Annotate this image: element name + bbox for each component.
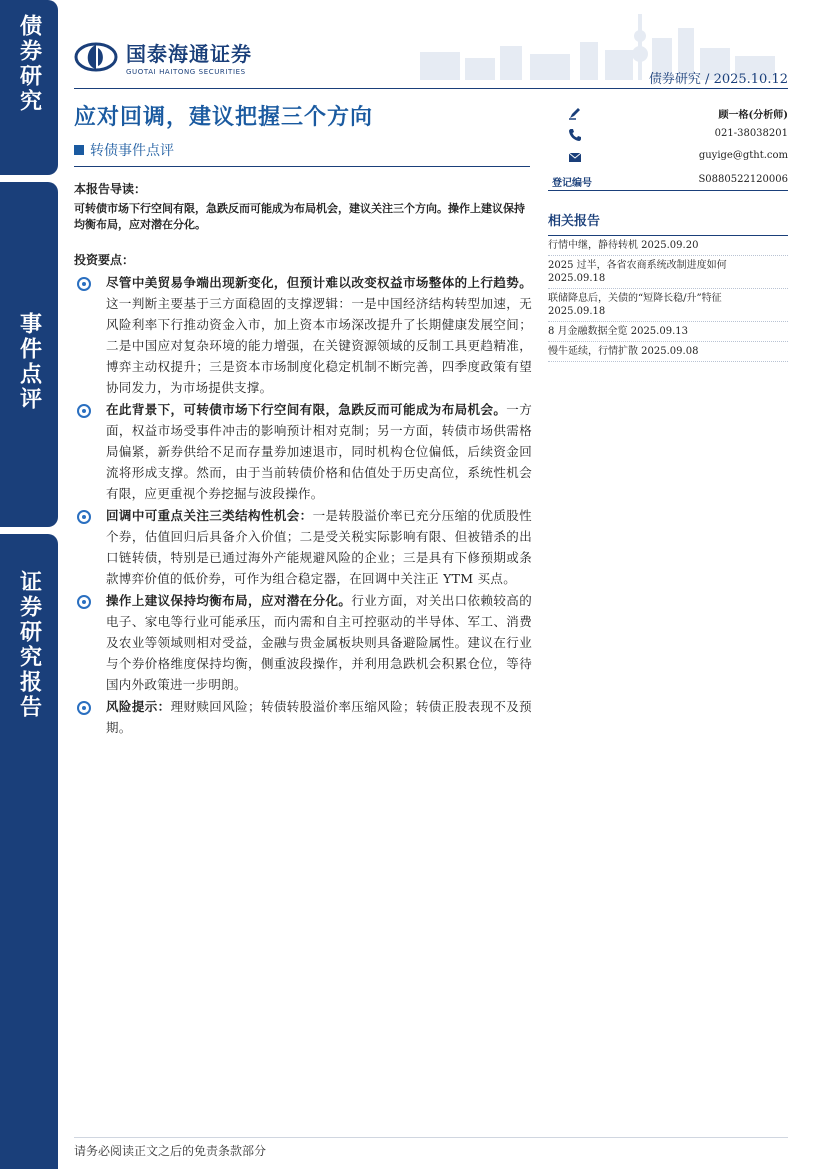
brand-name-en: GUOTAI HAITONG SECURITIES [126, 68, 246, 76]
analyst-name: 顾一格(分析师) [718, 110, 788, 121]
disclaimer-footer: 请务必阅读正文之后的免责条款部分 [74, 1144, 267, 1158]
logo-icon [74, 42, 118, 72]
key-point-body: 一方面，权益市场受事件冲击的影响预计相对克制；另一方面，转债市场供需格局偏紧，新券供给不足而存量券加速退市，同时机构仓位偏低，后续资金回流将形成支撑。然而，由于当前转债价格和估值处于历史高位，系统性机会有限，应更重视个券挖掘与波段操作。 [106, 402, 532, 501]
title-divider [74, 166, 530, 167]
key-points [74, 272, 532, 739]
key-point-body: 行业方面，对关出口依赖较高的电子、家电等行业可能承压，而内需和自主可控驱动的半导体、军工、消费及农业等领域则相对受益，金融与贵金属板块则具备避险属性。建议在行业与个券价格维度保持均衡，侧重波段操作，并利用急跌机会积累仓位，等待国内外政策进一步明朗。 [106, 593, 533, 692]
points-heading: 投资要点： [74, 253, 135, 267]
brand-name: 国泰海通证券 [126, 42, 252, 66]
related-item-title: 联储降息后，关债的“短降长稳/升”特征 [548, 293, 722, 304]
pen-icon [568, 106, 582, 120]
bullet-icon [77, 404, 91, 418]
report-title: 应对回调，建议把握三个方向 [74, 105, 374, 130]
related-heading: 相关报告 [548, 210, 788, 236]
bullet-icon [77, 701, 91, 715]
phone-icon [568, 128, 582, 142]
header-meta [649, 68, 788, 87]
key-point [74, 399, 532, 504]
intro-heading: 本报告导读： [74, 182, 147, 196]
side-tab-label: 事件点评 [16, 312, 42, 412]
side-tab-bond-research [0, 0, 58, 175]
key-point-lead: 回调中可重点关注三类结构性机会： [106, 508, 313, 523]
mail-icon [568, 150, 582, 164]
side-tab-label: 债券研究 [16, 14, 42, 114]
analyst-email: guyige@gtht.com [698, 150, 788, 161]
side-tab-securities-report [0, 534, 58, 1169]
key-point [74, 590, 532, 695]
related-item[interactable]: 行情中继，静待转机 2025.09.20 [548, 236, 788, 256]
reg-number: S0880522120006 [698, 174, 788, 185]
analyst-phone: 021-38038201 [714, 128, 788, 139]
related-item[interactable]: 慢牛延续，行情扩散 2025.09.08 [548, 342, 788, 362]
bullet-icon [77, 595, 91, 609]
related-item[interactable] [548, 289, 788, 322]
header-date: 2025.10.12 [713, 72, 788, 87]
side-tab-event-review [0, 182, 58, 527]
related-item-title: 2025 过半，各省农商系统改制进度如何 [548, 260, 727, 271]
header-separator: / [705, 72, 714, 87]
subtitle-text: 转债事件点评 [90, 143, 174, 159]
report-subtitle [74, 140, 174, 160]
key-point-lead: 尽管中美贸易争端出现新变化，但预计难以改变权益市场整体的上行趋势。 [106, 275, 532, 290]
bullet-icon [77, 510, 91, 524]
key-point [74, 505, 532, 589]
key-point [74, 696, 532, 738]
related-item-date: 2025.09.18 [548, 306, 606, 317]
footer-divider [74, 1137, 788, 1138]
bullet-icon [77, 277, 91, 291]
header-category: 债券研究 [648, 72, 701, 87]
key-point-lead: 在此背景下，可转债市场下行空间有限，急跌反而可能成为布局机会。 [106, 402, 507, 417]
related-reports [548, 210, 788, 362]
reg-label: 登记编号 [552, 178, 592, 189]
header-divider [74, 88, 788, 89]
brand-logo [74, 38, 252, 76]
related-item[interactable]: 8 月金融数据全览 2025.09.13 [548, 322, 788, 342]
intro-text: 可转债市场下行空间有限，急跌反而可能成为布局机会，建议关注三个方向。操作上建议保持均衡布局，应对潜在分化。 [74, 202, 525, 231]
key-point-body: 一是转股溢价率已充分压缩的优质股性个券，估值回归后具备介入价值；二是受关税实际影响有限、但被错杀的出口链转债，特别是已通过海外产能规避风险的企业；三是具有下修预期或条款博弈价值的低价券，可作为组合稳定器，在回调中关注正 YTM 买点。 [106, 508, 532, 586]
related-item-date: 2025.09.18 [548, 273, 606, 284]
key-point-body: 理财赎回风险；转债转股溢价率压缩风险；转债正股表现不及预期。 [106, 699, 532, 735]
key-point-lead: 操作上建议保持均衡布局，应对潜在分化。 [106, 593, 352, 608]
square-bullet-icon [74, 145, 84, 155]
key-point-lead: 风险提示： [106, 699, 171, 714]
side-tab-label: 证券研究报告 [16, 570, 42, 720]
analyst-box [548, 104, 788, 191]
key-point [74, 272, 532, 398]
key-point-body: 这一判断主要基于三方面稳固的支撑逻辑：一是中国经济结构转型加速，无风险利率下行推动资金入市，加上资本市场深改提升了长期健康发展空间；二是中国应对复杂环境的能力增强，在关键资源领域的反制工具更趋精准，博弈主动权提升；三是资本市场制度化稳定机制不断完善，四季度政策有望协同发力，为市场提供支撑。 [106, 296, 532, 395]
related-item[interactable] [548, 256, 788, 289]
